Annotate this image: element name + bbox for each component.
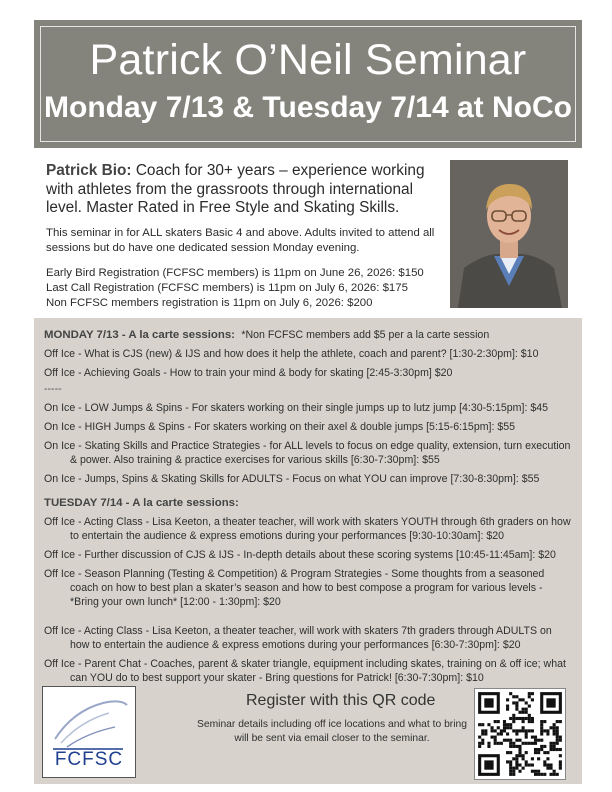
tuesday-session-item: Off Ice - Parent Chat - Coaches, parent & skater triangle, equipment including skates, training on & off ice; what can YOU do to best support your skater - Bring questions for Patrick! [6:30-7:30pm]: $10 [44, 658, 566, 684]
monday-session-item: Off Ice - What is CJS (new) & IJS and how does it help the athlete, coach and parent? [1:30-2:30pm]: $10 [44, 348, 539, 360]
tuesday-spacer [44, 609, 574, 619]
title-banner [34, 20, 582, 148]
tuesday-heading: TUESDAY 7/14 - A la carte sessions: [44, 497, 239, 509]
tuesday-session-item: Off Ice - Acting Class - Lisa Keeton, a theater teacher, will work with skaters 7th graders through ADULTS on how to entertain the audience & express emotions during your performances [6:30-7:30pm]: $20 [44, 625, 552, 651]
seminar-note: This seminar in for ALL skaters Basic 4 and above. Adults invited to attend all sessions but do have one dedicated session Monday evening. [46, 226, 435, 254]
coach-photo [450, 160, 568, 308]
skate-swirl-icon [43, 691, 134, 751]
register-title: Register with this QR code [246, 692, 436, 709]
monday-sessions [44, 328, 574, 486]
monday-session-item: On Ice - HIGH Jumps & Spins - For skaters working on their axel & double jumps [5:15-6:15pm]: $55 [44, 421, 516, 433]
bio-text [46, 162, 438, 218]
tuesday-session-item: Off Ice - Acting Class - Lisa Keeton, a theater teacher, will work with skaters YOUTH through 6th graders on how to entertain the audience & express emotions during your performances [9:30-10:30am]: $20 [44, 516, 571, 542]
monday-heading [44, 328, 574, 342]
monday-session-item: On Ice - LOW Jumps & Spins - For skaters working on their single jumps up to lutz jump [4:30-5:15pm]: $45 [44, 402, 549, 414]
qr-code-icon [475, 689, 565, 779]
logo-text: FCFSC [54, 749, 124, 770]
monday-session-item: Off Ice - Achieving Goals - How to train your mind & body for skating [2:45-3:30pm] $20 [44, 367, 453, 379]
bio-body: Coach for 30+ years – experience working with athletes from the grassroots through international level. Master Rated in Free Style and Skating Skills. [46, 162, 425, 216]
bio-section [46, 162, 438, 311]
registration-non-member: Non FCFSC members registration is 11pm on July 6, 2026: $200 [46, 296, 373, 309]
monday-session-item: On Ice - Skating Skills and Practice Strategies - for ALL levels to focus on edge quality, extension, turn execution & power. Also training & practice exercises for various skills [6:30-7:30pm]: $55 [44, 440, 571, 466]
monday-separator: ----- [44, 383, 62, 395]
tuesday-sessions [44, 496, 574, 685]
registration-qr-code[interactable] [474, 688, 566, 780]
registration-list [46, 266, 438, 311]
registration-early-bird: Early Bird Registration (FCFSC members) is 11pm on June 26, 2026: $150 [46, 266, 424, 279]
monday-heading-label: MONDAY 7/13 - A la carte sessions: [44, 329, 235, 341]
fcfsc-logo [42, 686, 136, 778]
bio-lead: Patrick Bio: [46, 162, 132, 179]
tuesday-session-item: Off Ice - Further discussion of CJS & IJS - In-depth details about these scoring systems [10:45-11:45am]: $20 [44, 549, 556, 561]
page-subtitle: Monday 7/13 & Tuesday 7/14 at NoCo [44, 91, 572, 124]
page-title: Patrick O’Neil Seminar [89, 36, 527, 84]
monday-session-item: On Ice - Jumps, Spins & Skating Skills for ADULTS - Focus on what YOU can improve [7:30-8:30pm]: $55 [44, 473, 540, 485]
monday-surcharge-note: *Non FCFSC members add $5 per a la carte session [241, 329, 490, 341]
registration-last-call: Last Call Registration (FCFSC members) is 11pm on July 6, 2026: $175 [46, 281, 408, 294]
tuesday-session-item: Off Ice - Season Planning (Testing & Competition) & Program Strategies - Some thoughts from a seasoned coach on how to best plan a skater’s season and how to best compose a program for various levels - *Bring your own lunch* [12:00 - 1:30pm]: $20 [44, 568, 545, 608]
register-note: Seminar details including off ice locations and what to bring will be sent via email closer to the seminar. [197, 719, 467, 744]
